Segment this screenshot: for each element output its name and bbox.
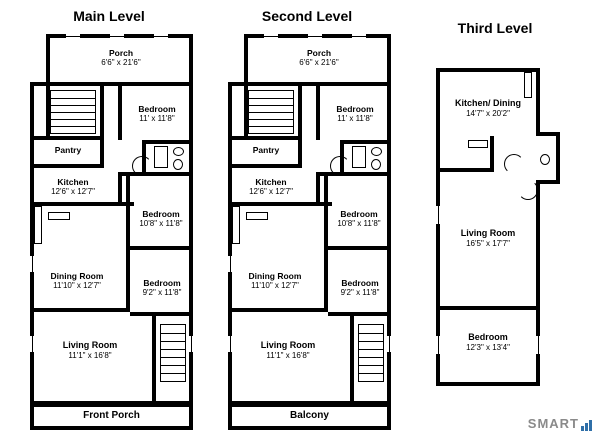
room-dining: [30, 271, 124, 290]
room-kitchen-2-dims: 12'6" x 12'7": [249, 187, 293, 197]
kitchen-counter: [34, 206, 42, 244]
room-pantry-name: Pantry: [54, 145, 82, 155]
room-bedroom-2-dims: 10'8" x 11'8": [139, 219, 183, 229]
third-door-arc-1: [504, 154, 524, 174]
room-kitchen-2-name: Kitchen: [255, 177, 287, 187]
bedroom3b-wall-bottom: [328, 312, 391, 316]
sink-fixture: [173, 147, 184, 156]
stair2-wall-right: [298, 82, 302, 140]
dining2-wall-bottom: [228, 308, 328, 312]
bedroom3-wall-bottom: [130, 312, 193, 316]
balcony-label: Balcony: [290, 410, 329, 421]
stair-side-wall: [46, 86, 50, 136]
third-level-title: Third Level: [457, 20, 533, 36]
room-bedroom-3rd-name: Bedroom: [468, 332, 508, 342]
room-living: [32, 340, 148, 360]
room-bedroom-3b: [330, 278, 390, 297]
porch-window-line-a: [66, 36, 80, 37]
stair2-wall-bottom: [228, 136, 302, 140]
bath2-door-arc: [330, 156, 350, 176]
floorplan-third-level: [420, 6, 590, 396]
living-wall-right: [152, 312, 156, 401]
second-level-title: Second Level: [261, 8, 353, 24]
pantry2-wall-right: [298, 140, 302, 168]
room-kitchen-dining-3-dims: 14'7" x 20'2": [466, 108, 510, 118]
third-window-line-3: [538, 336, 539, 354]
third-door-arc-2: [518, 180, 538, 200]
room-bedroom-1: [122, 104, 192, 123]
body2-wall-right: [387, 82, 391, 405]
bathtub2-fixture: [352, 146, 366, 168]
room-dining-dims: 11'10" x 12'7": [53, 281, 101, 291]
floorplan-second-level: [212, 6, 402, 431]
third-divider-vertical: [490, 136, 494, 172]
kitchen-wall-right: [118, 176, 122, 206]
room-dining-2-name: Dining Room: [248, 271, 302, 281]
watermark-logo: [528, 416, 592, 431]
room-porch-2-dims: 6'6" x 21'6": [299, 58, 339, 68]
third-wall-right-upper: [536, 68, 540, 136]
room-living-dims: 11'1" x 16'8": [68, 350, 112, 360]
toilet2-fixture: [371, 159, 381, 170]
stairs-main: [50, 90, 96, 134]
dining2-wall-right: [324, 250, 328, 312]
porch-window-line-b: [110, 36, 124, 37]
room-kitchen: [30, 177, 116, 196]
stairs-living: [160, 324, 186, 382]
living2-wall-right: [350, 312, 354, 401]
room-bedroom-2-name: Bedroom: [142, 209, 180, 219]
bath-door-arc: [132, 156, 152, 176]
room-living-2-dims: 11'1" x 16'8": [266, 350, 310, 360]
room-living-name: Living Room: [62, 340, 118, 350]
right-window-line-1: [191, 336, 192, 352]
porch2-window-line-a: [264, 36, 278, 37]
room-bedroom-3-dims: 9'2" x 11'8": [142, 288, 182, 298]
porch2-wall-left: [244, 34, 248, 86]
third-wall-bottom: [436, 382, 540, 386]
third-closet: [468, 140, 488, 148]
room-dining-2-dims: 11'10" x 12'7": [251, 281, 299, 291]
left2-window-line-1: [230, 256, 231, 272]
porch2-wall-right: [387, 34, 391, 86]
stair-wall-bottom: [30, 136, 104, 140]
pantry-wall-right: [100, 140, 104, 168]
room-living-2: [230, 340, 346, 360]
room-bedroom-2b-name: Bedroom: [340, 209, 378, 219]
room-kitchen-dims: 12'6" x 12'7": [51, 187, 95, 197]
room-bedroom-3: [132, 278, 192, 297]
room-living-2-name: Living Room: [260, 340, 316, 350]
room-bedroom-1-name: Bedroom: [138, 104, 176, 114]
room-bedroom-3rd-dims: 12'3" x 13'4": [466, 342, 510, 352]
bathtub-fixture: [154, 146, 168, 168]
room-porch: [76, 48, 166, 67]
third-counter: [524, 72, 532, 98]
frontporch-wall-bottom: [30, 426, 193, 430]
body2-wall-top: [228, 82, 391, 86]
room-kitchen-dining-3-name: Kitchen/ Dining: [455, 98, 521, 108]
room-porch-name: Porch: [108, 48, 134, 58]
stair-wall-right: [100, 82, 104, 140]
body-wall-right: [189, 82, 193, 405]
porch-wall-right: [189, 34, 193, 86]
kitchen2-island: [246, 212, 268, 220]
room-bedroom-1-dims: 11' x 11'8": [139, 114, 175, 124]
room-dining-name: Dining Room: [50, 271, 104, 281]
pantry2-wall-bottom: [228, 164, 302, 168]
balcony-wall-top: [228, 405, 391, 407]
body-wall-top: [30, 82, 193, 86]
room-bedroom-1b-dims: 11' x 11'8": [337, 114, 373, 124]
porch2-window-line-c: [352, 36, 366, 37]
bedroom2b-wall-bottom: [324, 246, 391, 250]
porch2-window-line-b: [308, 36, 322, 37]
kitchen-island: [48, 212, 70, 220]
dining-wall-bottom: [30, 308, 130, 312]
room-bedroom-2b-dims: 10'8" x 11'8": [337, 219, 381, 229]
main-level-title: Main Level: [73, 8, 145, 24]
room-bedroom-2b: [328, 209, 390, 228]
third-window-line-2: [438, 336, 439, 354]
bedroom2-wall-bottom: [126, 246, 193, 250]
third-window-line-1: [438, 206, 439, 224]
pantry-wall-bottom: [30, 164, 104, 168]
third-divider-living: [436, 306, 540, 310]
room-kitchen-2: [228, 177, 314, 196]
third-toilet-fixture: [540, 154, 550, 165]
watermark-bars-icon: [581, 418, 592, 431]
room-bedroom-2: [130, 209, 192, 228]
room-kitchen-name: Kitchen: [57, 177, 89, 187]
room-dining-2: [228, 271, 322, 290]
floorplan-main-level: [14, 6, 204, 431]
room-bedroom-1b-name: Bedroom: [336, 104, 374, 114]
room-bedroom-3rd: [440, 332, 536, 352]
left-window-line-1: [32, 256, 33, 272]
bath-wall-top: [142, 140, 193, 144]
porch-window-line-c: [154, 36, 168, 37]
stair2-side-wall: [244, 86, 248, 136]
room-porch-2-name: Porch: [306, 48, 332, 58]
room-bedroom-1b: [320, 104, 390, 123]
sink2-fixture: [371, 147, 382, 156]
room-bedroom-3b-dims: 9'2" x 11'8": [340, 288, 380, 298]
right2-window-line-1: [389, 336, 390, 352]
room-living-3-dims: 16'5" x 17'7": [466, 238, 510, 248]
frontporch-wall-top: [30, 405, 193, 407]
room-living-3: [440, 228, 536, 248]
stairs-second: [248, 90, 294, 134]
room-pantry: [38, 145, 98, 155]
room-bedroom-3b-name: Bedroom: [341, 278, 379, 288]
balcony-wall-bottom: [228, 426, 391, 430]
third-wall-right-lower: [536, 180, 540, 386]
kitchen2-wall-right: [316, 176, 320, 206]
room-porch-2: [274, 48, 364, 67]
room-living-3-name: Living Room: [460, 228, 516, 238]
room-bedroom-3-name: Bedroom: [143, 278, 181, 288]
third-divider-kitchen: [436, 168, 494, 172]
third-bump-right: [556, 132, 560, 184]
watermark-text: SMART: [527, 416, 579, 431]
dining-wall-right: [126, 250, 130, 312]
bath2-wall-top: [340, 140, 391, 144]
room-pantry-2-name: Pantry: [252, 145, 280, 155]
toilet-fixture: [173, 159, 183, 170]
room-pantry-2: [236, 145, 296, 155]
front-porch-label: Front Porch: [83, 410, 140, 421]
room-kitchen-dining-3: [440, 98, 536, 118]
stairs-living-2: [358, 324, 384, 382]
porch-wall-left: [46, 34, 50, 86]
kitchen2-counter: [232, 206, 240, 244]
room-porch-dims: 6'6" x 21'6": [101, 58, 141, 68]
